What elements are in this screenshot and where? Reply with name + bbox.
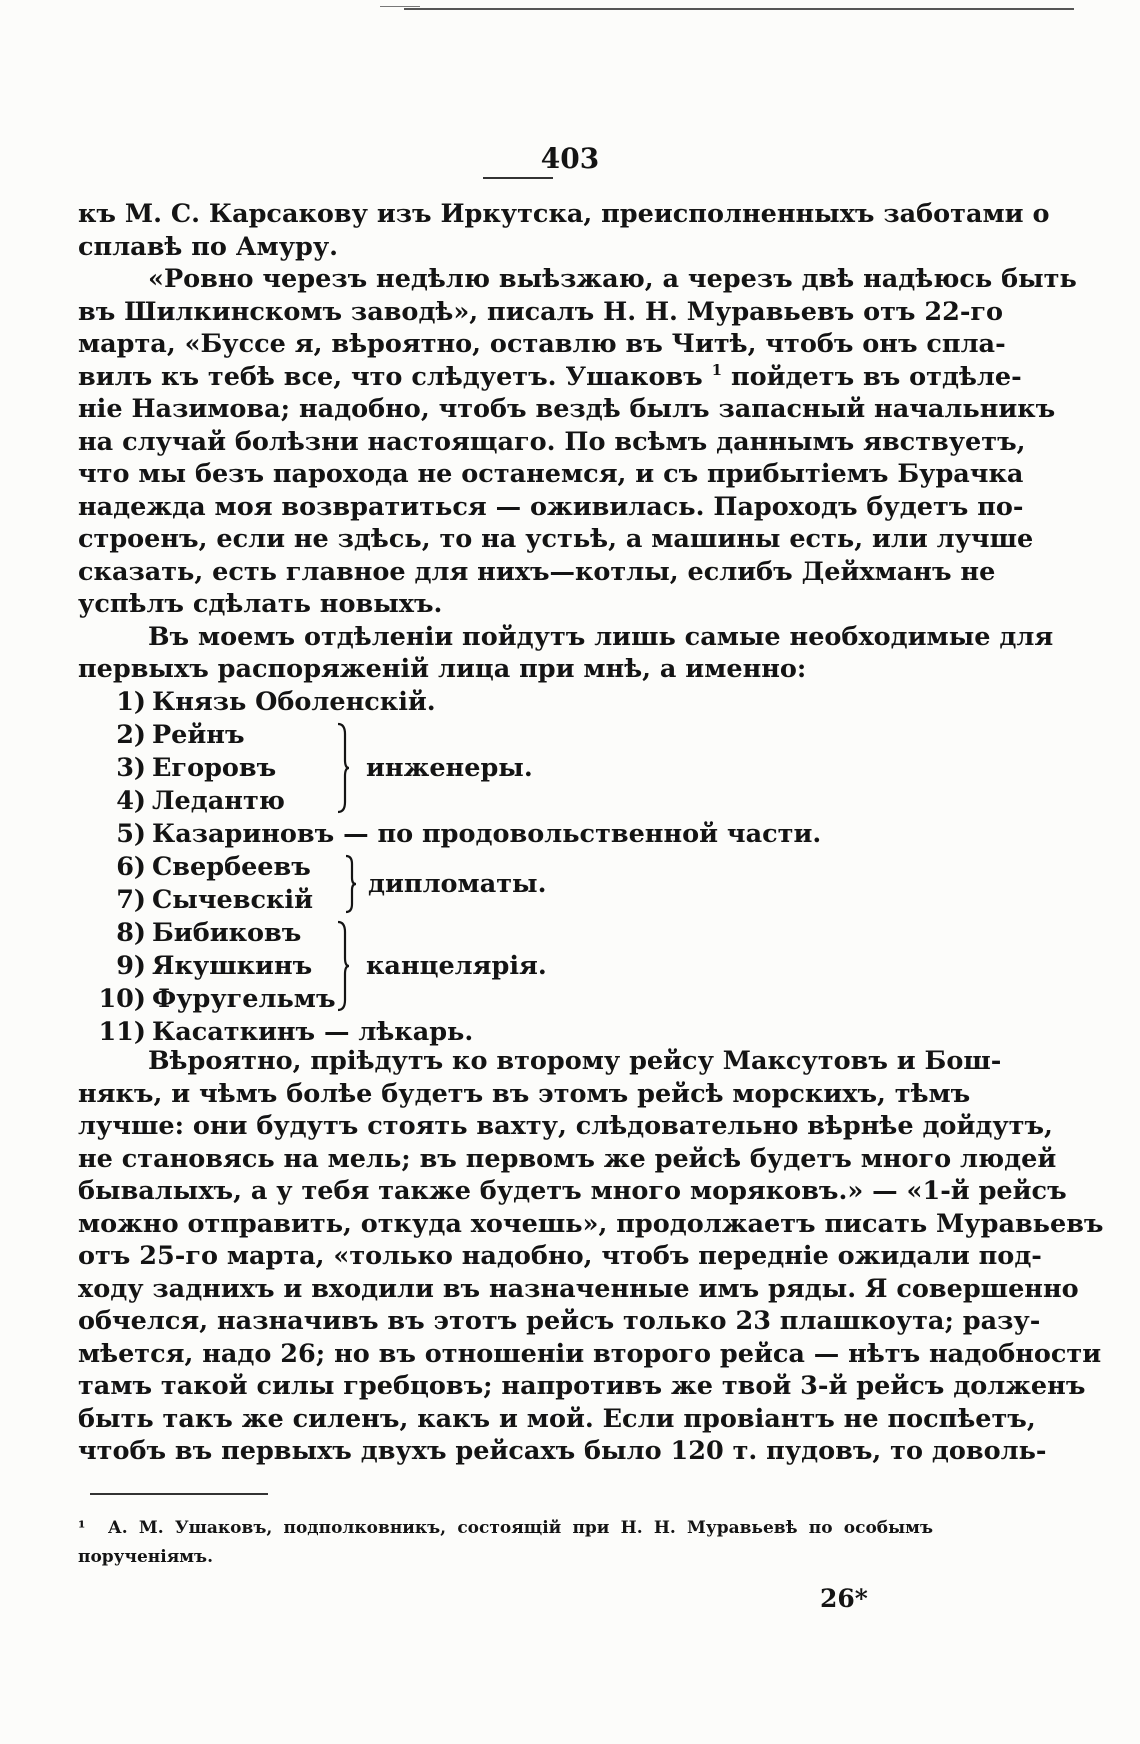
text-line: мѣется, надо 26; но въ отношеніи второго рейса — нѣтъ надобности: [78, 1338, 1102, 1369]
text-line: някъ, и чѣмъ болѣе будетъ въ этомъ рейсѣ морскихъ, тѣмъ: [78, 1078, 971, 1109]
text-line: сказать, есть главное для нихъ—котлы, еслибъ Дейхманъ не: [78, 556, 996, 587]
text-line: бывалыхъ, а у тебя также будетъ много моряковъ.» — «1-й рейсъ: [78, 1176, 1067, 1206]
text-line: ходу заднихъ и входили въ назначенные имъ ряды. Я совершенно: [78, 1273, 1079, 1304]
text-line: надежда моя возвратиться — оживилась. Пароходъ будетъ по-: [78, 491, 1024, 522]
text-line: сплавѣ по Амуру.: [78, 231, 339, 262]
footnote-ref: 1: [711, 360, 723, 379]
text-line: можно отправить, откуда хочешь», продолжаетъ писать Муравьевъ: [78, 1208, 1104, 1239]
text-line: «Ровно черезъ недѣлю выѣзжаю, а черезъ двѣ надѣюсь быть: [148, 264, 1077, 294]
text-line: первыхъ распоряженій лица при мнѣ, а именно:: [78, 654, 807, 684]
text-line: Вѣроятно, пріѣдутъ ко второму рейсу Максутовъ и Бош-: [148, 1046, 1002, 1076]
text-line: лучше: они будутъ стоять вахту, слѣдовательно вѣрнѣе дойдутъ,: [78, 1111, 1053, 1141]
text-line: Въ моемъ отдѣленіи пойдутъ лишь самые необходимые для: [148, 621, 1054, 652]
group-label-diplomats: дипломаты.: [368, 869, 547, 899]
footnote-line: порученіямъ.: [78, 1547, 213, 1567]
text-line: на случай болѣзни настоящаго. По всѣмъ даннымъ явствуетъ,: [78, 426, 1026, 457]
text-line: марта, «Буссе я, вѣроятно, оставлю въ Читѣ, чтобъ онъ спла-: [78, 329, 1006, 359]
text-line: къ М. С. Карсакову изъ Иркутска, преисполненныхъ заботами о: [78, 199, 1050, 229]
text-line: ніе Назимова; надобно, чтобъ вездѣ былъ запасный начальникъ: [78, 394, 1056, 424]
page-number: 403: [540, 142, 600, 175]
text-line: тамъ такой силы гребцовъ; напротивъ же твой 3-й рейсъ долженъ: [78, 1371, 1086, 1401]
footnote-mark: ¹: [78, 1518, 86, 1538]
brace-engineers: [336, 722, 350, 814]
list-item: 10) Фуругельмъ: [98, 984, 336, 1014]
group-label-engineers: инженеры.: [366, 753, 533, 783]
list-item: 11) Касаткинъ — лѣкарь.: [98, 1017, 474, 1047]
signature-mark: 26*: [820, 1584, 868, 1613]
scan-artifact-line: [380, 6, 420, 7]
brace-diplomats: [344, 854, 358, 914]
text-line: отъ 25-го марта, «только надобно, чтобъ передніе ожидали под-: [78, 1241, 1042, 1271]
list-item: 1) Князь Оболенскій.: [116, 687, 436, 717]
list-item: 2) Рейнъ: [116, 720, 245, 750]
list-item: 8) Бибиковъ: [116, 918, 302, 948]
footnote-rule: [90, 1493, 268, 1495]
list-item: 5) Казариновъ — по продовольственной части.: [116, 819, 822, 849]
text-line: успѣлъ сдѣлать новыхъ.: [78, 589, 443, 619]
text-line: не становясь на мель; въ первомъ же рейсѣ будетъ много людей: [78, 1143, 1057, 1174]
list-item: 9) Якушкинъ: [116, 951, 313, 981]
text-line: что мы безъ парохода не останемся, и съ прибытіемъ Бурачка: [78, 459, 1024, 489]
list-item: 7) Сычевскій: [116, 885, 314, 915]
group-label-chancellery: канцелярія.: [366, 951, 547, 981]
top-rule: [404, 8, 1074, 10]
text-line: вилъ къ тебѣ все, что слѣдуетъ. Ушаковъ $^1$ пойдетъ въ отдѣле-: [78, 360, 1022, 392]
page-number-underline: [483, 177, 553, 179]
text-line: обчелся, назначивъ въ этотъ рейсъ только 23 плашкоута; разу-: [78, 1306, 1041, 1336]
text-line: въ Шилкинскомъ заводѣ», писалъ Н. Н. Муравьевъ отъ 22-го: [78, 296, 1004, 327]
list-item: 3) Егоровъ: [116, 753, 277, 783]
brace-chancellery: [336, 920, 350, 1012]
text-line: быть такъ же силенъ, какъ и мой. Если провіантъ не поспѣетъ,: [78, 1403, 1036, 1434]
list-item: 6) Свербеевъ: [116, 852, 311, 882]
text-line: чтобъ въ первыхъ двухъ рейсахъ было 120 т. пудовъ, то доволь-: [78, 1436, 1047, 1466]
footnote-line: ¹ А. М. Ушаковъ, подполковникъ, состоящій при Н. Н. Муравьевѣ по особымъ: [78, 1518, 933, 1538]
list-item: 4) Ледантю: [116, 786, 285, 816]
text-line: строенъ, если не здѣсь, то на устьѣ, а машины есть, или лучше: [78, 524, 1034, 554]
text-block-bottom: [78, 1045, 1104, 1468]
footnote: [78, 1514, 933, 1572]
text-block-top: [78, 198, 1077, 686]
